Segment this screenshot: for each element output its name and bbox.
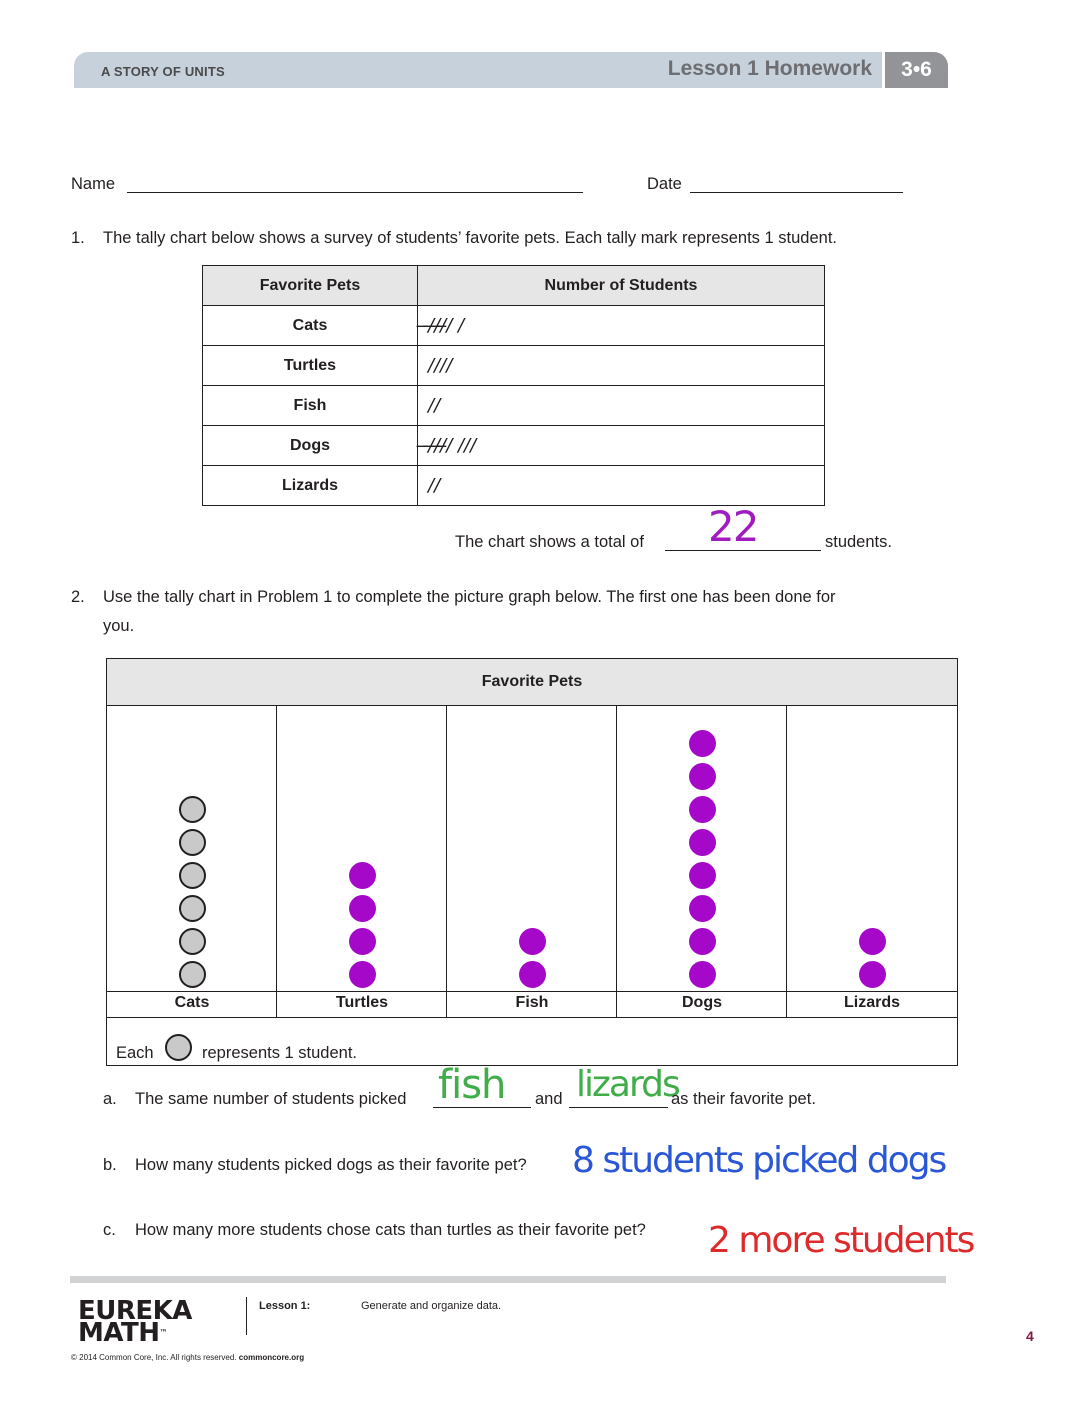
date-field-line[interactable] bbox=[690, 192, 903, 193]
name-label: Name bbox=[71, 175, 116, 193]
column-divider bbox=[786, 705, 787, 1017]
pictograph-dot-fish bbox=[519, 961, 546, 988]
date-label: Date bbox=[647, 175, 682, 193]
pictograph-dot-dogs bbox=[689, 829, 716, 856]
tally-marks: // bbox=[418, 386, 825, 426]
pictograph-dot-turtles bbox=[349, 895, 376, 922]
tally-row bbox=[203, 466, 825, 506]
key-suffix: represents 1 student. bbox=[202, 1044, 358, 1062]
pictograph-dot-dogs bbox=[689, 895, 716, 922]
question-c-text: How many more students chose cats than turtles as their favorite pet? bbox=[135, 1221, 646, 1239]
footer-bar bbox=[70, 1276, 946, 1283]
logo-line1: EUREKA bbox=[78, 1296, 192, 1326]
tally-pet: Lizards bbox=[203, 466, 418, 506]
problem1-text: The tally chart below shows a survey of students’ favorite pets. Each tally mark represents 1 student. bbox=[103, 229, 837, 247]
total-suffix: students. bbox=[825, 533, 892, 551]
pictograph-dot-cats bbox=[179, 829, 206, 856]
key-circle-icon bbox=[165, 1034, 192, 1061]
tally-pet: Turtles bbox=[203, 346, 418, 386]
tally-row bbox=[203, 306, 825, 346]
pictograph-dot-cats bbox=[179, 862, 206, 889]
tally-pet: Dogs bbox=[203, 426, 418, 466]
tally-marks: ̶/̶/̶/̶/ /// bbox=[418, 426, 825, 466]
tally-pet: Fish bbox=[203, 386, 418, 426]
total-answer: 22 bbox=[708, 502, 758, 551]
footer-divider bbox=[246, 1297, 247, 1335]
pictograph-dot-dogs bbox=[689, 928, 716, 955]
tally-header-students: Number of Students bbox=[418, 266, 825, 306]
total-prefix: The chart shows a total of bbox=[455, 533, 644, 551]
tally-chart bbox=[202, 265, 825, 506]
tally-marks: // bbox=[418, 466, 825, 506]
question-c-label: c. bbox=[103, 1221, 116, 1239]
pictograph-dot-lizards bbox=[859, 961, 886, 988]
category-label-lizards: Lizards bbox=[843, 994, 900, 1011]
column-divider bbox=[446, 705, 447, 1017]
tally-marks: //// bbox=[418, 346, 825, 386]
footer-lesson-desc: Generate and organize data. bbox=[361, 1300, 502, 1312]
answer-a1: fish bbox=[438, 1062, 506, 1108]
answer-c: 2 more students bbox=[708, 1220, 974, 1261]
pictograph-dot-cats bbox=[179, 961, 206, 988]
grade-badge: 3•6 bbox=[885, 52, 948, 88]
question-b-text: How many students picked dogs as their favorite pet? bbox=[135, 1156, 527, 1174]
tally-marks: ̶/̶/̶/̶/ / bbox=[418, 306, 825, 346]
eureka-math-logo bbox=[78, 1296, 192, 1348]
name-field-line[interactable] bbox=[127, 192, 583, 193]
pictograph-dot-fish bbox=[519, 928, 546, 955]
pictograph-dot-dogs bbox=[689, 862, 716, 889]
problem1-number: 1. bbox=[71, 229, 85, 247]
category-label-turtles: Turtles bbox=[335, 994, 389, 1011]
page-number: 4 bbox=[1026, 1328, 1034, 1344]
tally-row bbox=[203, 346, 825, 386]
pictograph-dot-lizards bbox=[859, 928, 886, 955]
answer-a2-line[interactable] bbox=[569, 1107, 668, 1108]
series-label: A STORY OF UNITS bbox=[101, 64, 225, 79]
category-label-fish: Fish bbox=[515, 994, 549, 1011]
pictograph-dot-dogs bbox=[689, 763, 716, 790]
tally-pet: Cats bbox=[203, 306, 418, 346]
answer-a2: lizards bbox=[576, 1064, 679, 1105]
question-b-label: b. bbox=[103, 1156, 117, 1174]
pictograph-dot-turtles bbox=[349, 862, 376, 889]
logo-tm: ™ bbox=[159, 1328, 167, 1337]
footer-lesson-label: Lesson 1: bbox=[259, 1300, 311, 1312]
question-a-suffix: as their favorite pet. bbox=[671, 1090, 816, 1108]
question-a-middle: and bbox=[535, 1090, 563, 1108]
question-a-label: a. bbox=[103, 1090, 117, 1108]
problem2-text-line1: Use the tally chart in Problem 1 to complete the picture graph below. The first one has been done for bbox=[103, 588, 836, 606]
tally-row bbox=[203, 386, 825, 426]
tally-row bbox=[203, 426, 825, 466]
key-prefix: Each bbox=[116, 1044, 154, 1062]
pictograph-dot-cats bbox=[179, 895, 206, 922]
column-divider bbox=[276, 705, 277, 1017]
column-divider bbox=[616, 705, 617, 1017]
copyright-link[interactable]: commoncore.org bbox=[238, 1353, 305, 1362]
question-a-prefix: The same number of students picked bbox=[135, 1090, 407, 1108]
answer-b: 8 students picked dogs bbox=[572, 1140, 946, 1181]
category-label-cats: Cats bbox=[174, 994, 210, 1011]
lesson-title: Lesson 1 Homework bbox=[667, 57, 872, 80]
logo-line2: MATH bbox=[78, 1318, 160, 1348]
pictograph-dot-dogs bbox=[689, 961, 716, 988]
graph-title: Favorite Pets bbox=[107, 659, 957, 706]
pictograph-dot-dogs bbox=[689, 730, 716, 757]
tally-header-pets: Favorite Pets bbox=[203, 266, 418, 306]
problem2-text-line2: you. bbox=[103, 617, 135, 635]
pictograph-dot-dogs bbox=[689, 796, 716, 823]
category-label-dogs: Dogs bbox=[682, 994, 722, 1011]
pictograph-dot-turtles bbox=[349, 928, 376, 955]
tally-header-row bbox=[203, 266, 825, 306]
problem2-number: 2. bbox=[71, 588, 85, 606]
copyright-notice: © 2014 Common Core, Inc. All rights reserved. commoncore.org bbox=[71, 1353, 305, 1362]
pictograph-dot-cats bbox=[179, 796, 206, 823]
pictograph-dot-cats bbox=[179, 928, 206, 955]
pictograph-dot-turtles bbox=[349, 961, 376, 988]
